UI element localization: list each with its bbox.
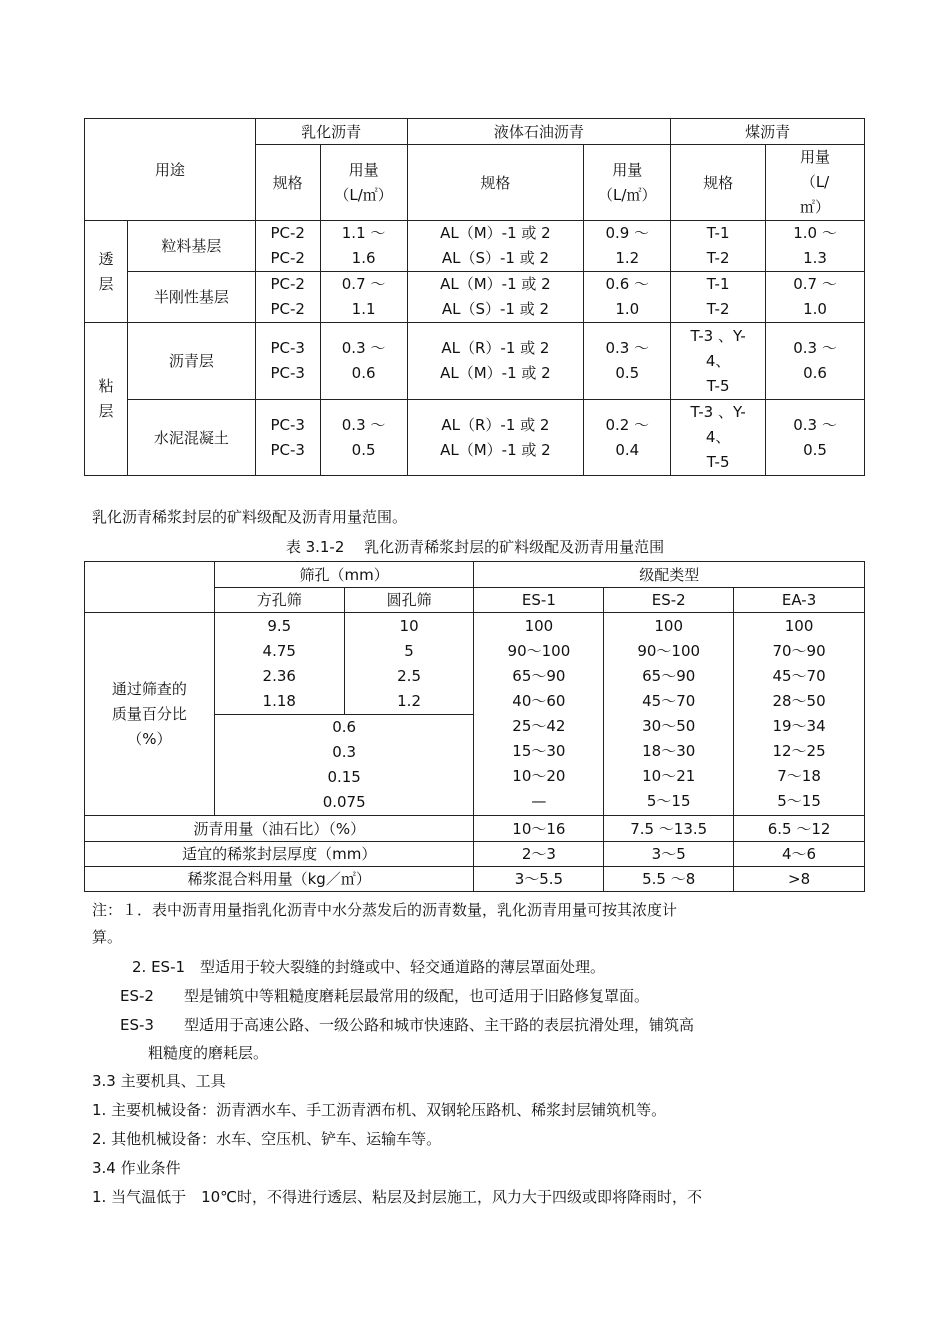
section-3-3-item-1: 1. 主要机械设备：沥青洒水车、手工沥青洒布机、双钢轮压路机、稀浆封层铺筑机等。 bbox=[92, 1101, 667, 1119]
group-label: 粘 层 bbox=[85, 323, 128, 476]
dosage-cell: 0.6 ～ 1.0 bbox=[584, 272, 671, 323]
usage-cell: 沥青层 bbox=[127, 323, 255, 400]
spec-cell: PC-3 PC-3 bbox=[255, 400, 320, 476]
note-1-cont: 算。 bbox=[92, 928, 123, 946]
value-cell: 3～5 bbox=[604, 842, 734, 867]
value-cell: 2～3 bbox=[474, 842, 604, 867]
type-header: ES-2 bbox=[604, 588, 734, 613]
value-cell: 7.5 ～13.5 bbox=[604, 816, 734, 842]
binder-dosage-table bbox=[84, 118, 865, 476]
section-3-4-title: 3.4 作业条件 bbox=[92, 1159, 181, 1177]
es2-values: 100 90～100 65～90 45～70 30～50 18～30 10～21 5～15 bbox=[604, 613, 734, 816]
dosage-header: 用量 （L/ ㎡） bbox=[766, 145, 865, 221]
dosage-cell: 1.0 ～ 1.3 bbox=[766, 221, 865, 272]
spec-cell: AL（R）-1 或 2 AL（M）-1 或 2 bbox=[407, 400, 584, 476]
dosage-cell: 0.3 ～ 0.6 bbox=[766, 323, 865, 400]
section-3-3-title: 3.3 主要机具、工具 bbox=[92, 1072, 226, 1090]
note-4: ES-3 型适用于高速公路、一级公路和城市快速路、主干路的表层抗滑处理，铺筑高 bbox=[120, 1016, 694, 1034]
square-values: 9.5 4.75 2.36 1.18 bbox=[214, 613, 344, 715]
spec-header: 规格 bbox=[671, 145, 766, 221]
usage-cell: 半刚性基层 bbox=[127, 272, 255, 323]
mixture-amount-label: 稀浆混合料用量（kg／㎡） bbox=[85, 867, 474, 892]
note-4-cont: 粗糙度的磨耗层。 bbox=[148, 1044, 269, 1062]
round-sieve-header: 圆孔筛 bbox=[344, 588, 474, 613]
usage-cell: 粒料基层 bbox=[127, 221, 255, 272]
table2-caption: 表 3.1-2 乳化沥青稀浆封层的矿料级配及沥青用量范围 bbox=[285, 538, 665, 556]
dosage-cell: 1.1 ～ 1.6 bbox=[320, 221, 407, 272]
group-label: 透 层 bbox=[85, 221, 128, 323]
spec-cell: AL（M）-1 或 2 AL（S）-1 或 2 bbox=[407, 272, 584, 323]
dosage-cell: 0.9 ～ 1.2 bbox=[584, 221, 671, 272]
spec-cell: T-3 、Y- 4、 T-5 bbox=[671, 323, 766, 400]
value-cell: >8 bbox=[734, 867, 865, 892]
gradation-table bbox=[84, 561, 865, 892]
spec-cell: AL（M）-1 或 2 AL（S）-1 或 2 bbox=[407, 221, 584, 272]
spec-cell: AL（R）-1 或 2 AL（M）-1 或 2 bbox=[407, 323, 584, 400]
dosage-header: 用量 （L/㎡） bbox=[320, 145, 407, 221]
spec-cell: PC-2 PC-2 bbox=[255, 221, 320, 272]
dosage-cell: 0.7 ～ 1.1 bbox=[320, 272, 407, 323]
liquid-header: 液体石油沥青 bbox=[407, 119, 671, 145]
merged-sieve-values: 0.6 0.3 0.15 0.075 bbox=[214, 715, 474, 816]
note-3: ES-2 型是铺筑中等粗糙度磨耗层最常用的级配，也可适用于旧路修复罩面。 bbox=[120, 987, 649, 1005]
dosage-cell: 0.3 ～ 0.5 bbox=[766, 400, 865, 476]
spec-cell: PC-2 PC-2 bbox=[255, 272, 320, 323]
section-3-4-item-1: 1. 当气温低于 10℃时，不得进行透层、粘层及封层施工，风力大于四级或即将降雨时，不 bbox=[92, 1188, 703, 1206]
grade-header: 级配类型 bbox=[474, 562, 865, 588]
sieve-header: 筛孔（mm） bbox=[214, 562, 474, 588]
dosage-cell: 0.7 ～ 1.0 bbox=[766, 272, 865, 323]
coal-header: 煤沥青 bbox=[671, 119, 865, 145]
value-cell: 10～16 bbox=[474, 816, 604, 842]
bitumen-ratio-label: 沥青用量（油石比）（%） bbox=[85, 816, 474, 842]
dosage-cell: 0.3 ～ 0.5 bbox=[320, 400, 407, 476]
es1-values: 100 90～100 65～90 40～60 25～42 15～30 10～20 — bbox=[474, 613, 604, 816]
square-sieve-header: 方孔筛 bbox=[214, 588, 344, 613]
value-cell: 3～5.5 bbox=[474, 867, 604, 892]
type-header: EA-3 bbox=[734, 588, 865, 613]
thickness-label: 适宜的稀浆封层厚度（mm） bbox=[85, 842, 474, 867]
section-3-3-item-2: 2. 其他机械设备：水车、空压机、铲车、运输车等。 bbox=[92, 1130, 442, 1148]
spec-cell: T-1 T-2 bbox=[671, 272, 766, 323]
type-header: ES-1 bbox=[474, 588, 604, 613]
spec-cell: T-1 T-2 bbox=[671, 221, 766, 272]
emulsified-header: 乳化沥青 bbox=[255, 119, 407, 145]
pass-label: 通过筛查的 质量百分比 （%） bbox=[85, 613, 215, 816]
spec-cell: PC-3 PC-3 bbox=[255, 323, 320, 400]
spec-header: 规格 bbox=[255, 145, 320, 221]
note-1: 注：１．表中沥青用量指乳化沥青中水分蒸发后的沥青数量，乳化沥青用量可按其浓度计 bbox=[92, 901, 678, 919]
value-cell: 6.5 ～12 bbox=[734, 816, 865, 842]
corner-cell bbox=[85, 562, 215, 613]
value-cell: 4～6 bbox=[734, 842, 865, 867]
intro-text: 乳化沥青稀浆封层的矿料级配及沥青用量范围。 bbox=[92, 508, 408, 526]
dosage-header: 用量 （L/㎡） bbox=[584, 145, 671, 221]
ea3-values: 100 70～90 45～70 28～50 19～34 12～25 7～18 5～15 bbox=[734, 613, 865, 816]
dosage-cell: 0.3 ～ 0.6 bbox=[320, 323, 407, 400]
usage-header: 用途 bbox=[85, 119, 256, 221]
value-cell: 5.5 ～8 bbox=[604, 867, 734, 892]
note-2: 2. ES-1 型适用于较大裂缝的封缝或中、轻交通道路的薄层罩面处理。 bbox=[132, 958, 606, 976]
spec-header: 规格 bbox=[407, 145, 584, 221]
dosage-cell: 0.2 ～ 0.4 bbox=[584, 400, 671, 476]
spec-cell: T-3 、Y- 4、 T-5 bbox=[671, 400, 766, 476]
round-values: 10 5 2.5 1.2 bbox=[344, 613, 474, 715]
dosage-cell: 0.3 ～ 0.5 bbox=[584, 323, 671, 400]
usage-cell: 水泥混凝土 bbox=[127, 400, 255, 476]
